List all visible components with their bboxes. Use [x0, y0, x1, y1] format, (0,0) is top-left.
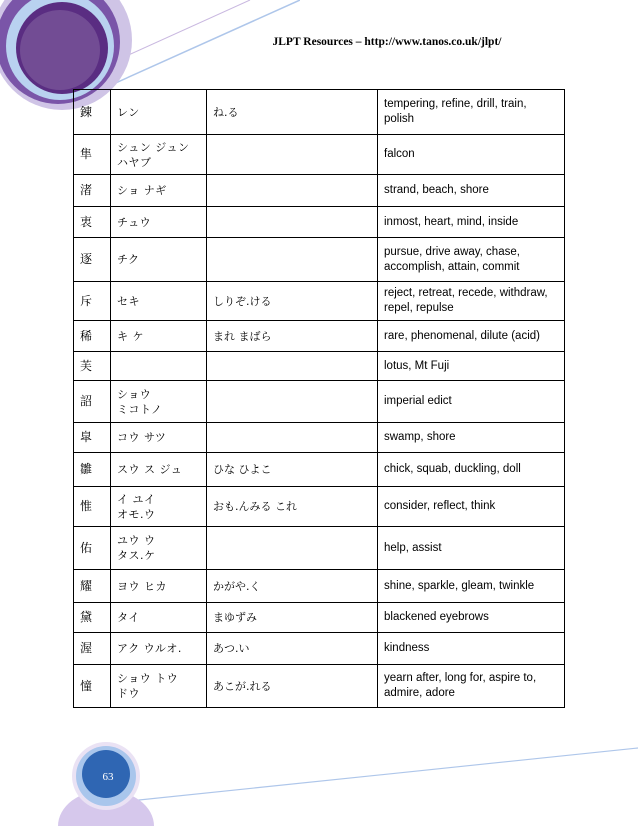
kanji-cell: 衷: [74, 207, 111, 238]
table-row: [74, 453, 565, 487]
header-text: JLPT Resources – http://www.tanos.co.uk/jlpt/: [272, 36, 502, 48]
meaning-cell: tempering, refine, drill, train, polish: [378, 90, 565, 135]
kunyomi-cell: かがや.く: [207, 570, 378, 603]
table-row: [74, 135, 565, 175]
kunyomi-cell: まれ まばら: [207, 321, 378, 352]
onyomi-cell: ショ ナギ: [111, 175, 207, 207]
kanji-cell: 詔: [74, 381, 111, 423]
kunyomi-cell: [207, 381, 378, 423]
kunyomi-cell: [207, 135, 378, 175]
onyomi-cell: [111, 352, 207, 381]
meaning-cell: pursue, drive away, chase, accomplish, attain, commit: [378, 238, 565, 282]
onyomi-cell: セキ: [111, 282, 207, 321]
onyomi-cell: レン: [111, 90, 207, 135]
kanji-cell: 黛: [74, 603, 111, 633]
meaning-cell: shine, sparkle, gleam, twinkle: [378, 570, 565, 603]
page-number: 63: [102, 771, 114, 783]
onyomi-cell: タイ: [111, 603, 207, 633]
kunyomi-cell: あつ.い: [207, 633, 378, 665]
meaning-cell: rare, phenomenal, dilute (acid): [378, 321, 565, 352]
kanji-cell: 憧: [74, 665, 111, 708]
kanji-cell: 逐: [74, 238, 111, 282]
kanji-cell: 稀: [74, 321, 111, 352]
kunyomi-cell: [207, 238, 378, 282]
meaning-cell: imperial edict: [378, 381, 565, 423]
kanji-cell: 惟: [74, 487, 111, 527]
onyomi-cell: ショウ ミコトノ: [111, 381, 207, 423]
meaning-cell: help, assist: [378, 527, 565, 570]
table-row: [74, 282, 565, 321]
table-row: [74, 175, 565, 207]
kanji-table: [73, 89, 565, 708]
meaning-cell: kindness: [378, 633, 565, 665]
onyomi-cell: シュン ジュン ハヤブ: [111, 135, 207, 175]
kunyomi-cell: しりぞ.ける: [207, 282, 378, 321]
meaning-cell: reject, retreat, recede, withdraw, repel, repulse: [378, 282, 565, 321]
table-row: [74, 570, 565, 603]
meaning-cell: inmost, heart, mind, inside: [378, 207, 565, 238]
meaning-cell: strand, beach, shore: [378, 175, 565, 207]
kanji-cell: 渚: [74, 175, 111, 207]
onyomi-cell: キ ケ: [111, 321, 207, 352]
table-row: [74, 633, 565, 665]
kunyomi-cell: [207, 527, 378, 570]
kunyomi-cell: [207, 352, 378, 381]
meaning-cell: chick, squab, duckling, doll: [378, 453, 565, 487]
table-row: [74, 238, 565, 282]
kanji-cell: 渥: [74, 633, 111, 665]
meaning-cell: falcon: [378, 135, 565, 175]
kunyomi-cell: まゆずみ: [207, 603, 378, 633]
table-row: [74, 487, 565, 527]
onyomi-cell: スウ ス ジュ: [111, 453, 207, 487]
meaning-cell: yearn after, long for, aspire to, admire, adore: [378, 665, 565, 708]
table-row: [74, 381, 565, 423]
kanji-cell: 斥: [74, 282, 111, 321]
onyomi-cell: ショウ トウ ドウ: [111, 665, 207, 708]
meaning-cell: blackened eyebrows: [378, 603, 565, 633]
kunyomi-cell: あこが.れる: [207, 665, 378, 708]
onyomi-cell: アク ウルオ.: [111, 633, 207, 665]
kunyomi-cell: [207, 423, 378, 453]
onyomi-cell: チク: [111, 238, 207, 282]
kunyomi-cell: ね.る: [207, 90, 378, 135]
meaning-cell: lotus, Mt Fuji: [378, 352, 565, 381]
page-header: [0, 36, 638, 48]
onyomi-cell: チュウ: [111, 207, 207, 238]
kunyomi-cell: [207, 175, 378, 207]
kanji-cell: 芙: [74, 352, 111, 381]
table-row: [74, 352, 565, 381]
meaning-cell: consider, reflect, think: [378, 487, 565, 527]
onyomi-cell: ユウ ウ タス.ケ: [111, 527, 207, 570]
table-row: [74, 603, 565, 633]
kanji-cell: 雛: [74, 453, 111, 487]
table-row: [74, 90, 565, 135]
onyomi-cell: イ ユイ オモ.ウ: [111, 487, 207, 527]
onyomi-cell: コウ サツ: [111, 423, 207, 453]
kanji-cell: 隼: [74, 135, 111, 175]
table-row: [74, 527, 565, 570]
kunyomi-cell: [207, 207, 378, 238]
table-row: [74, 321, 565, 352]
kunyomi-cell: ひな ひよこ: [207, 453, 378, 487]
table-row: [74, 207, 565, 238]
kanji-cell: 耀: [74, 570, 111, 603]
table-row: [74, 665, 565, 708]
kanji-cell: 佑: [74, 527, 111, 570]
kanji-cell: 錬: [74, 90, 111, 135]
kunyomi-cell: おも.んみる これ: [207, 487, 378, 527]
meaning-cell: swamp, shore: [378, 423, 565, 453]
onyomi-cell: ヨウ ヒカ: [111, 570, 207, 603]
table-row: [74, 423, 565, 453]
kanji-cell: 皐: [74, 423, 111, 453]
